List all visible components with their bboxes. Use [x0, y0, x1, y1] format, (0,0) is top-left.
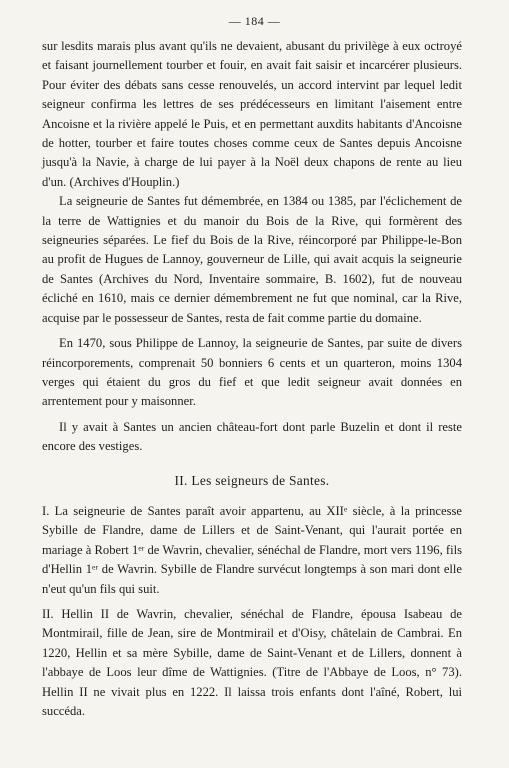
superscript-hellin: er	[92, 562, 99, 572]
section-heading: II. Les seigneurs de Santes.	[174, 472, 330, 488]
seigneur-1-text-d: de Wavrin. Sybille de Flandre survécut longtemps à son mari dont elle n'eut qu'un fils qui suit.	[42, 562, 462, 596]
paragraph-marais: sur lesdits marais plus avant qu'ils ne devaient, abusant du privilège à eux octroyé et faisant journellement tourber et fouir, en avait fait saisir et incarcérer plusieurs. Pour éviter des débats sans cesse renouvelés, un accord intervint par lequel ledit seigneur confirma les lettres de ses prédécesseurs en limitant l'aisement entre Ancoisne et la rivière appelé le Puis, et en permettant auxdits habitants d'Ancoisne de hotter, tourber et faire toutes choses comme ceux de Santes depuis Ancoisne jusqu'à la Navie, à charge de lui payer à la Noël deux chapons de rente au lieu d'un. (Archives d'Houplin.)	[42, 39, 462, 189]
seigneur-1-text-b: siècle, à la princesse Sybille de Flandre, dame de Lillers et de Saint-Venant, qui l'aurait portée en mariage à Robert 1	[42, 503, 462, 557]
paragraph-1470: En 1470, sous Philippe de Lannoy, la seigneurie de Santes, par suite de divers réincorporements, comprenait 50 bonniers 6 cents et un quarteron, moins 1304 verges qui étaient du gros du fief et que ledit seigneur avait données en arrentement pour y maisonner.	[42, 336, 462, 409]
paragraph-seigneur-2: II. Hellin II de Wavrin, chevalier, sénéchal de Flandre, épousa Isabeau de Montmirail, fille de Jean, sire de Montmirail et d'Oisy, châtelain de Cambrai. En 1220, Hellin et sa mère Sybille, dame de Saint-Venant et de Lillers, donnent à l'abbaye de Loos leur dîme de Wattignies. (Titre de l'Abbaye de Loos, n° 73). Hellin II ne vivait plus en 1222. Il laissa trois enfants dont l'aîné, Robert, lui succéda.	[42, 606, 462, 718]
paragraph-chateau-fort: Il y avait à Santes un ancien château-fort dont parle Buzelin et dont il reste encore des vestiges.	[42, 419, 462, 454]
paragraph-seigneur-1	[42, 502, 462, 599]
seigneur-1-text-a: I. La seigneurie de Santes paraît avoir appartenu, au XII	[42, 503, 344, 518]
page-number: — 184 —	[228, 14, 281, 28]
seigneur-1-text-c: de Wavrin, chevalier, sénéchal de Flandre, mort vers 1196, fils d'Hellin 1	[42, 542, 462, 577]
superscript-century: e	[343, 504, 348, 514]
superscript-robert: er	[138, 543, 145, 553]
paragraph-demembrement: La seigneurie de Santes fut démembrée, en 1384 ou 1385, par l'éclichement de la terre de Wattignies et du manoir du Bois de la Rive, qui formèrent des seigneuries séparées. Le fief du Bois de la Rive, réincorporé par Philippe-le-Bon au profit de Hugues de Lannoy, gouverneur de Lille, qui avait acquis la seigneurie de Santes (Archives du Nord, Inventaire sommaire, B. 1602), fut de nouveau écliché en 1610, mais ce dernier démembrement ne fut que nominal, car la Rive, acquise par le possesseur de Santes, resta de fait comme partie du domaine.	[42, 194, 462, 325]
body-text	[42, 37, 462, 721]
